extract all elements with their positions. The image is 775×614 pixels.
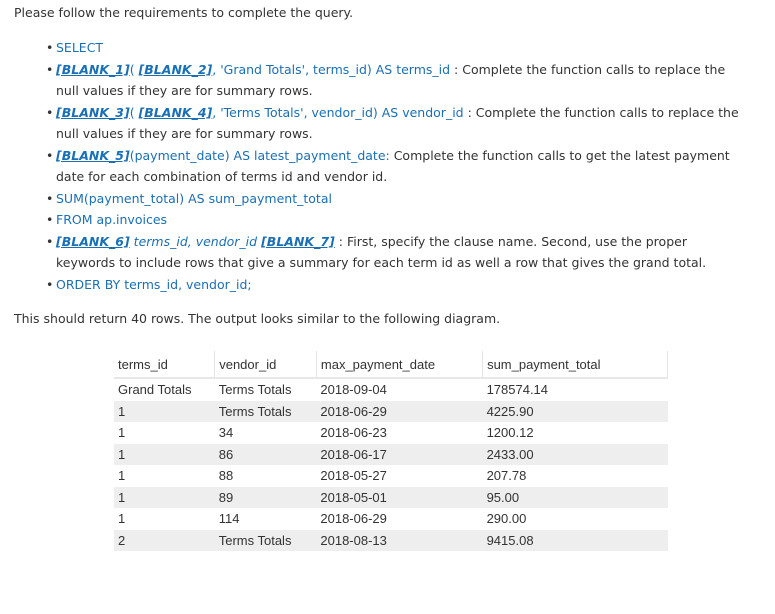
cell-sum-payment-total: 9415.08 [483,530,668,552]
requirements-list [46,37,746,295]
cell-vendor-id: Terms Totals [215,401,317,423]
code-snippet: SELECT [56,40,104,55]
result-table [114,351,668,551]
list-item [46,231,746,274]
list-item [46,37,746,59]
cell-vendor-id: 114 [218,511,240,526]
column-header-max-payment-date: max_payment_date [316,351,482,378]
blank-link[interactable]: [BLANK_5] [56,147,130,163]
table-row [114,378,668,401]
table-row [114,487,668,509]
cell-max-payment-date: 2018-09-04 [320,382,387,397]
cell-vendor-id: Terms Totals [218,382,292,397]
instruction-text: : First, specify the clause name. Second, use the proper keywords to include rows that give a summary for each term id as well a row that gives the grand total. [56,233,707,270]
cell-terms-id: 2 [114,530,215,552]
cell-terms-id: Grand Totals [118,382,192,397]
cell-sum-payment-total: 207.78 [486,468,527,483]
cell-max-payment-date: 2018-05-01 [316,487,482,509]
intro-text: Please follow the requirements to complete the query. [14,5,354,20]
cell-vendor-id: 89 [215,487,317,509]
list-item [46,274,746,296]
instruction-text: : Complete the function calls to replace the null values if they are for summary rows. [56,61,726,98]
cell-terms-id: 1 [114,401,215,423]
cell-terms-id: 1 [114,444,215,466]
cell-terms-id: 1 [118,425,126,440]
list-item [46,145,746,188]
cell-vendor-id: Terms Totals [215,530,317,552]
list-item [46,209,746,231]
blank-link[interactable]: [BLANK_1] [56,61,130,77]
table-header-row [114,351,668,378]
column-header-sum-payment-total: sum_payment_total [483,351,668,378]
cell-vendor-id: 34 [218,425,234,440]
code-snippet: , 'Terms Totals', vendor_id) AS vendor_id [212,104,464,120]
cell-terms-id: 1 [118,468,126,483]
cell-vendor-id: 86 [215,444,317,466]
instruction-text: : Complete the function calls to replace the null values if they are for summary rows. [56,104,739,141]
cell-sum-payment-total: 2433.00 [483,444,668,466]
instruction-text: Complete the function calls to get the latest payment date for each combination of terms id and vendor id. [56,147,730,184]
cell-terms-id: 1 [118,511,126,526]
cell-sum-payment-total: 4225.90 [483,401,668,423]
table-row [114,465,668,487]
cell-sum-payment-total: 290.00 [486,511,527,526]
list-item [46,102,746,145]
cell-sum-payment-total: 95.00 [483,487,668,509]
cell-max-payment-date: 2018-06-29 [316,401,482,423]
column-header-vendor-id: vendor_id [215,351,317,378]
blank-link[interactable]: [BLANK_2] [138,61,213,77]
cell-terms-id: 1 [114,487,215,509]
cell-max-payment-date: 2018-05-27 [320,468,387,483]
result-description: This should return 40 rows. The output looks similar to the following diagram. [14,311,501,326]
cell-max-payment-date: 2018-06-29 [320,511,387,526]
code-snippet: terms_id, vendor_id [129,233,262,249]
code-snippet: FROM ap.invoices [56,212,168,227]
code-snippet: ORDER BY terms_id, vendor_id; [56,276,252,292]
blank-link[interactable]: [BLANK_4] [138,104,213,120]
code-snippet: SUM(payment_total) AS sum_payment_total [56,190,332,206]
code-snippet: ( [129,104,139,120]
list-item [46,59,746,102]
cell-sum-payment-total: 1200.12 [486,425,534,440]
column-header-terms-id: terms_id [114,351,215,378]
cell-sum-payment-total: 178574.14 [486,382,549,397]
table-row [114,422,668,444]
code-snippet: ( [129,61,139,77]
cell-max-payment-date: 2018-06-17 [316,444,482,466]
blank-link[interactable]: [BLANK_7] [261,233,335,249]
cell-max-payment-date: 2018-08-13 [316,530,482,552]
blank-link[interactable]: [BLANK_6] [56,233,130,249]
cell-vendor-id: 88 [218,468,234,483]
table-row [114,401,668,423]
code-snippet: , 'Grand Totals', terms_id) AS terms_id [212,61,451,77]
table-row [114,444,668,466]
cell-max-payment-date: 2018-06-23 [320,425,387,440]
table-row [114,508,668,530]
list-item [46,188,746,210]
code-snippet: (payment_date) AS latest_payment_date: [129,147,390,163]
blank-link[interactable]: [BLANK_3] [56,104,130,120]
table-row [114,530,668,552]
